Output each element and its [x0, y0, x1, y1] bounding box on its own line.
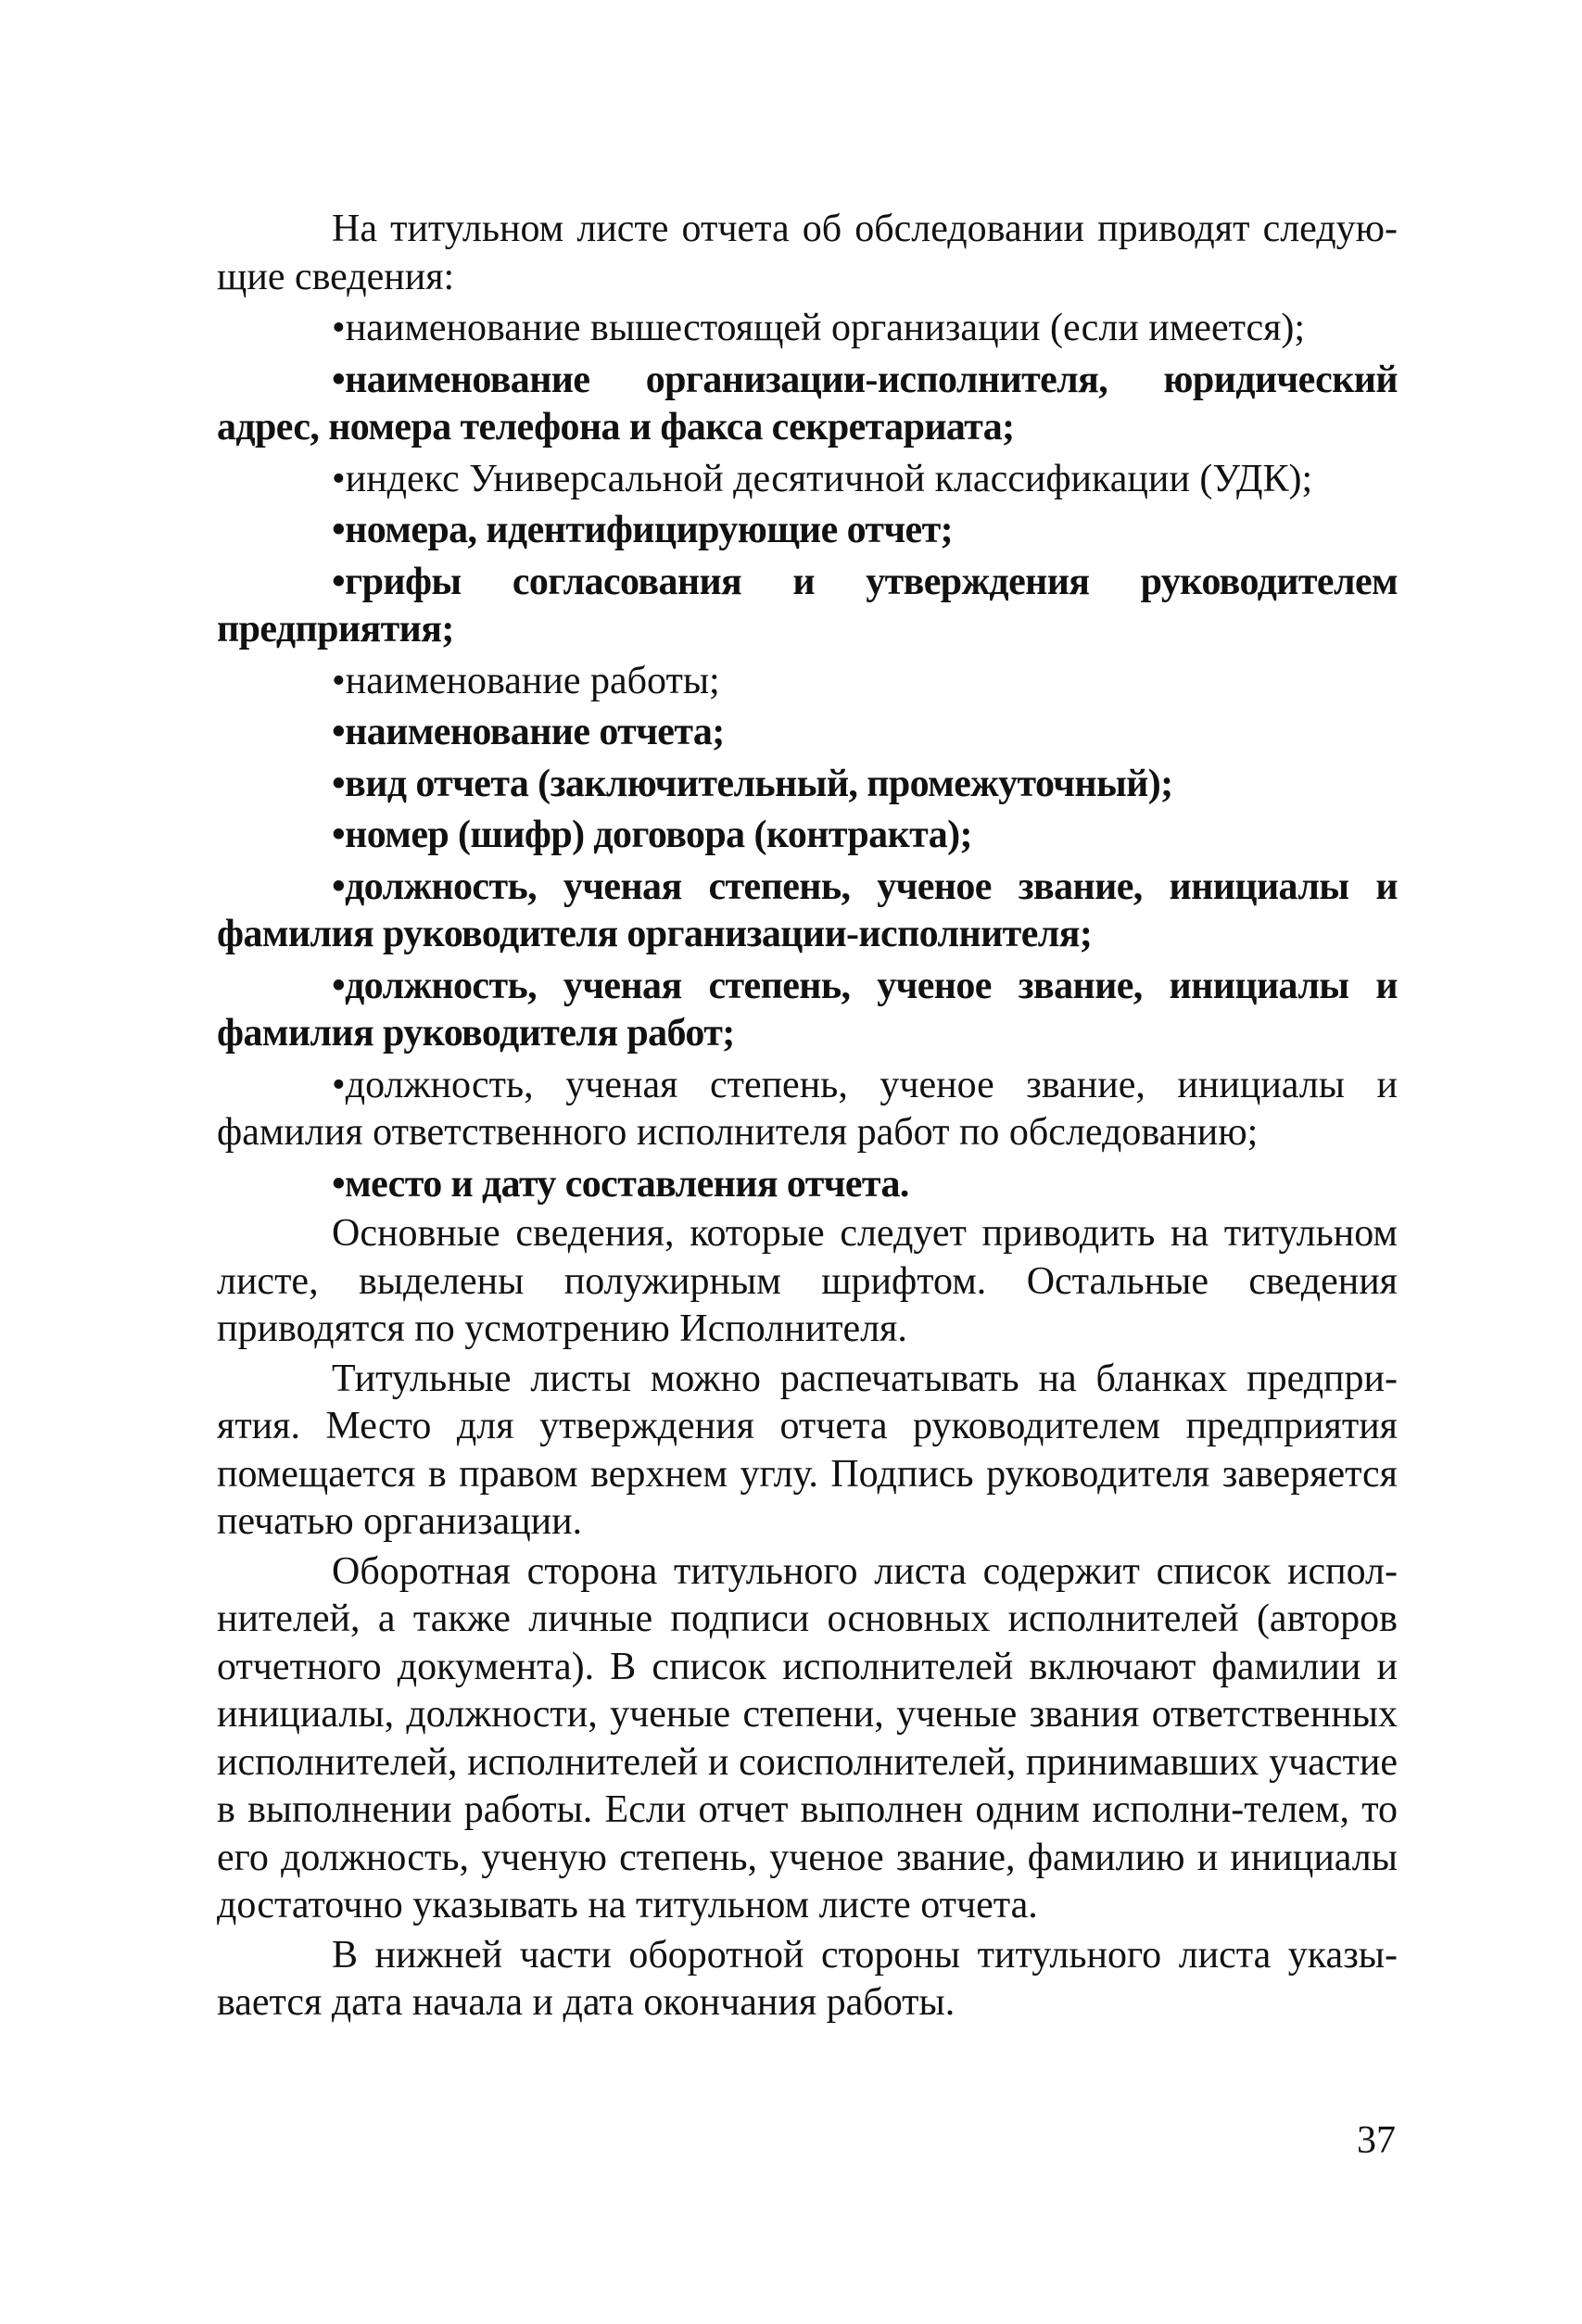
list-item	[217, 353, 1398, 452]
bullet-icon: •	[332, 509, 346, 551]
list-item-text: должность, ученая степень, ученое звание, инициалы и фамилия руководителя работ;	[217, 964, 1398, 1055]
bullet-icon: •	[332, 1063, 346, 1106]
bullet-icon: •	[332, 964, 346, 1007]
bullet-icon: •	[332, 307, 346, 349]
bullet-icon: •	[332, 457, 346, 500]
bullet-icon: •	[332, 659, 346, 702]
list-item	[217, 757, 1398, 809]
bullet-icon: •	[332, 711, 346, 753]
list-item	[217, 452, 1398, 504]
list-item-text: грифы согласования и утверждения руководителем предприятия;	[217, 560, 1398, 650]
list-item-text: номер (шифр) договора (контракта);	[345, 814, 972, 856]
list-item	[217, 301, 1398, 353]
body-paragraph: Основные сведения, которые следует приводить на титульном листе, выделены полужирным шрифтом. Остальные сведения приводятся по усмотрению Исполнителя.	[217, 1212, 1398, 1350]
list-item-text: наименование работы;	[345, 659, 720, 702]
list-item	[217, 705, 1398, 757]
bullet-icon: •	[332, 1162, 346, 1206]
bullet-icon: •	[332, 560, 346, 603]
list-item	[217, 555, 1398, 654]
title-page-items-list	[217, 301, 1398, 1208]
list-item	[217, 503, 1398, 555]
bullet-icon: •	[332, 865, 346, 908]
body-paragraph: В нижней части оборотной стороны титульного листа указы-вается дата начала и дата окончания работы.	[217, 1933, 1398, 2024]
list-item-text: индекс Универсальной десятичной классификации (УДК);	[345, 457, 1313, 500]
list-item	[217, 654, 1398, 706]
bullet-icon: •	[332, 358, 346, 401]
bullet-icon: •	[332, 814, 346, 856]
list-item	[217, 1157, 1398, 1209]
list-item	[217, 1058, 1398, 1157]
list-item-text: должность, ученая степень, ученое звание, инициалы и фамилия руководителя организации-исполнителя;	[217, 865, 1398, 955]
list-item-text: наименование вышестоящей организации (если имеется);	[345, 307, 1306, 349]
list-item	[217, 959, 1398, 1058]
list-item-text: вид отчета (заключительный, промежуточный);	[345, 762, 1173, 805]
list-item-text: место и дату составления отчета.	[345, 1162, 909, 1206]
list-item-text: наименование отчета;	[345, 711, 725, 753]
bullet-icon: •	[332, 762, 346, 805]
list-item	[217, 860, 1398, 959]
page-number: 37	[1357, 2119, 1396, 2162]
intro-paragraph: На титульном листе отчета об обследовании приводят следую-щие сведения:	[217, 208, 1398, 298]
body-paragraph: Титульные листы можно распечатывать на бланках предпри-ятия. Место для утверждения отчета руководителем предприятия помещается в правом верхнем углу. Подпись руководителя заверяется печатью организации.	[217, 1357, 1398, 1543]
body-paragraph: Оборотная сторона титульного листа содержит список испол-нителей, а также личные подписи основных исполнителей (авторов отчетного документа). В список исполнителей включают фамилии и инициалы, должности, ученые степени, ученые звания ответственных исполнителей, исполнителей и соисполнителей, принимавших участие в выполнении работы. Если отчет выполнен одним исполни-телем, то его должность, ученую степень, ученое звание, фамилию и инициалы достаточно указывать на титульном листе отчета.	[217, 1549, 1398, 1926]
list-item	[217, 808, 1398, 860]
list-item-text: должность, ученая степень, ученое звание, инициалы и фамилия ответственного исполнителя работ по обследованию;	[217, 1063, 1398, 1154]
list-item-text: номера, идентифицирующие отчет;	[345, 509, 954, 551]
page-body	[217, 206, 1398, 2027]
list-item-text: наименование организации-исполнителя, юридический адрес, номера телефона и факса секретариата;	[217, 358, 1398, 448]
